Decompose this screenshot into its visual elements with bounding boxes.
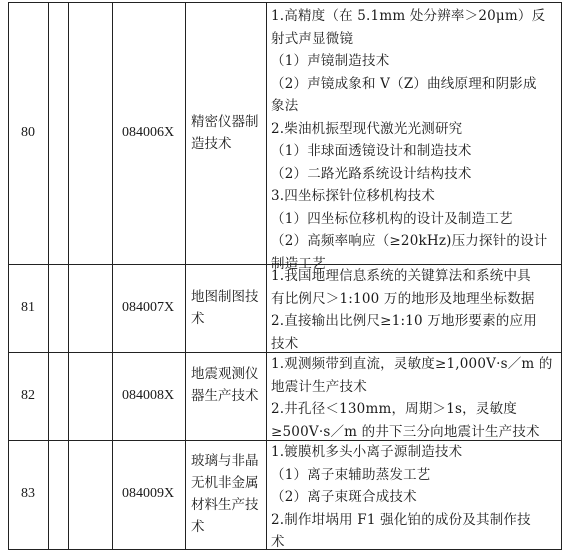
tech-line: ≥500V·s／m 的井下三分向地震计生产技术 [271, 423, 540, 440]
tech-line: 1.观测频带到直流，灵敏度≥1,000V·s／m 的 [271, 356, 553, 372]
technology-description [271, 353, 563, 443]
tech-line: 射式声显微镜 [271, 30, 354, 47]
item-name: 地震观测仪器生产技术 [191, 366, 259, 404]
row-number: 82 [21, 388, 35, 403]
row-number: 83 [21, 486, 35, 501]
tech-line: 地震计生产技术 [271, 378, 367, 395]
tech-line: 1.高精度（在 5.1mm 处分辨率＞20μm）反 [271, 8, 546, 24]
tech-line: 有比例尺＞1:100 万的地形及地理坐标数据 [271, 290, 535, 307]
item-code: 084008X [121, 388, 175, 403]
technology-description [271, 441, 563, 554]
column-divider [112, 2, 113, 550]
column-divider [48, 2, 49, 550]
tech-line: （2）二路光路系统设计结构技术 [271, 165, 472, 182]
tech-line: 术 [271, 534, 285, 550]
tech-line: 2.制作坩埚用 F1 强化铂的成份及其制作技 [271, 511, 531, 528]
item-code: 084009X [121, 486, 175, 501]
technology-description [271, 5, 563, 275]
tech-line: 2.井孔径＜130mm，周期＞1s，灵敏度 [271, 401, 517, 417]
tech-line: 制造工艺 [271, 255, 326, 272]
technology-description [271, 265, 563, 355]
row-number: 80 [21, 125, 35, 140]
column-divider [8, 2, 9, 550]
item-name: 地图制图技术 [191, 289, 259, 327]
tech-line: 2.柴油机振型现代激光光测研究 [271, 120, 463, 137]
tech-line: 1.我国地理信息系统的关键算法和系统中具 [271, 268, 531, 284]
tech-line: （1）四坐标位移机构的设计及制造工艺 [271, 210, 513, 227]
item-name: 玻璃与非晶无机非金属材料生产技术 [191, 453, 259, 535]
column-divider [266, 2, 267, 550]
tech-line: （2）离子束斑合成技术 [271, 489, 417, 505]
tech-line: 象法 [271, 98, 299, 114]
row-divider [8, 2, 562, 3]
tech-line: 技术 [271, 335, 299, 352]
tech-line: 2.直接输出比例尺≥1:10 万地形要素的应用 [271, 313, 537, 329]
column-divider [185, 2, 186, 550]
item-name: 精密仪器制造技术 [191, 114, 259, 152]
tech-line: （2）高频率响应（≥20kHz)压力探针的设计 [271, 233, 548, 249]
row-number: 81 [21, 300, 35, 315]
tech-line: （2）声镜成象和 V（Z）曲线原理和阴影成 [271, 75, 537, 92]
column-divider [68, 2, 69, 550]
tech-line: （1）非球面透镜设计和制造技术 [271, 143, 472, 159]
tech-line: 1.镀膜机多头小离子源制造技术 [271, 444, 463, 460]
tech-line: （1）声镜制造技术 [271, 53, 390, 69]
item-code: 084007X [121, 300, 175, 315]
tech-line: （1）离子束辅助蒸发工艺 [271, 466, 431, 483]
item-code: 084006X [121, 125, 175, 140]
tech-line: 3.四坐标探针位移机构技术 [271, 188, 435, 204]
